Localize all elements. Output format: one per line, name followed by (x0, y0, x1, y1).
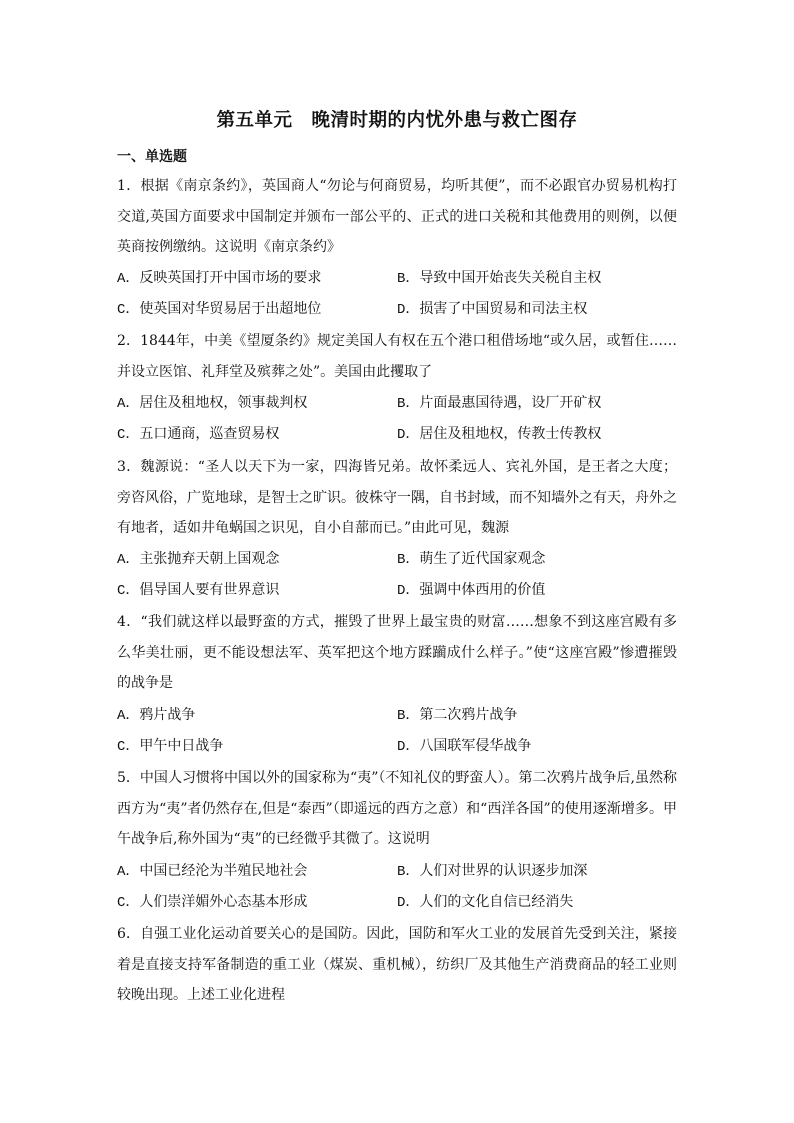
question-5-option-c[interactable]: C．人们崇洋媚外心态基本形成 (117, 894, 308, 911)
question-4-stem: 4．“我们就这样以最野蛮的方式，摧毁了世界上最宝贵的财富……想象不到这座宫殿有多么华美壮丽，更不能设想法军、英军把这个地方蹂躏成什么样子。”使“这座宫殿”惨遭摧毁的战争是 (117, 614, 677, 691)
section-heading: 一、单选题 (117, 149, 187, 165)
question-4-option-d[interactable]: D．八国联军侵华战争 (397, 738, 532, 755)
question-4-option-b[interactable]: B．第二次鸦片战争 (397, 707, 518, 724)
question-3-stem: 3．魏源说：“圣人以天下为一家，四海皆兄弟。故怀柔远人、宾礼外国，是王者之大度；旁咨风俗，广览地球，是智士之旷识。彼株守一隅，自书封域，而不知墙外之有天，舟外之有地者，适如井龟蜗国之识见，自小自蔀而已。”由此可见，魏源 (117, 459, 677, 536)
question-4-option-a[interactable]: A．鸦片战争 (117, 707, 196, 724)
question-1-option-d[interactable]: D．损害了中国贸易和司法主权 (397, 301, 588, 318)
question-1-option-a[interactable]: A．反映英国打开中国市场的要求 (117, 270, 322, 287)
question-4-option-c[interactable]: C．甲午中日战争 (117, 738, 224, 755)
question-5-stem: 5．中国人习惯将中国以外的国家称为“夷”（不知礼仪的野蛮人）。第二次鸦片战争后,虽然称西方为“夷”者仍然存在,但是“泰西”（即遥远的西方之意）和“西洋各国”的使用逐渐增多。甲午战争后,称外国为“夷”的已经微乎其微了。这说明 (117, 770, 677, 847)
question-1-option-b[interactable]: B．导致中国开始丧失关税自主权 (397, 270, 602, 287)
page-title: 第五单元 晚清时期的内忧外患与救亡图存 (216, 110, 578, 131)
question-6-stem: 6．自强工业化运动首要关心的是国防。因此，国防和军火工业的发展首先受到关注，紧接着是直接支持军备制造的重工业（煤炭、重机械），纺织厂及其他生产消费商品的轻工业则较晚出现。上述工业化进程 (117, 926, 677, 1003)
question-1-option-c[interactable]: C．使英国对华贸易居于出超地位 (117, 301, 322, 318)
question-2-option-d[interactable]: D．居住及租地权，传教士传教权 (397, 426, 602, 443)
question-2-option-a[interactable]: A．居住及租地权，领事裁判权 (117, 395, 308, 412)
question-2-option-c[interactable]: C．五口通商，巡查贸易权 (117, 426, 280, 443)
question-3-option-a[interactable]: A．主张抛弃天朝上国观念 (117, 551, 280, 568)
question-2-option-b[interactable]: B．片面最惠国待遇，设厂开矿权 (397, 395, 602, 412)
question-3-option-c[interactable]: C．倡导国人要有世界意识 (117, 582, 280, 599)
question-5-option-a[interactable]: A．中国已经沦为半殖民地社会 (117, 863, 308, 880)
question-3-option-d[interactable]: D．强调中体西用的价值 (397, 582, 546, 599)
question-5-option-b[interactable]: B．人们对世界的认识逐步加深 (397, 863, 588, 880)
question-3-option-b[interactable]: B．萌生了近代国家观念 (397, 551, 546, 568)
question-5-option-d[interactable]: D．人们的文化自信已经消失 (397, 894, 574, 911)
question-1-stem: 1．根据《南京条约》，英国商人“勿论与何商贸易，均听其便”，而不必跟官办贸易机构打交道,英国方面要求中国制定并颁布一部公平的、正式的进口关税和其他费用的则例，以便英商按例缴纳。这说明《南京条约》 (117, 178, 677, 255)
question-2-stem: 2．1844年，中美《望厦条约》规定美国人有权在五个港口租借场地“或久居，或暂住……并设立医馆、礼拜堂及殡葬之处”。美国由此攫取了 (117, 333, 677, 380)
